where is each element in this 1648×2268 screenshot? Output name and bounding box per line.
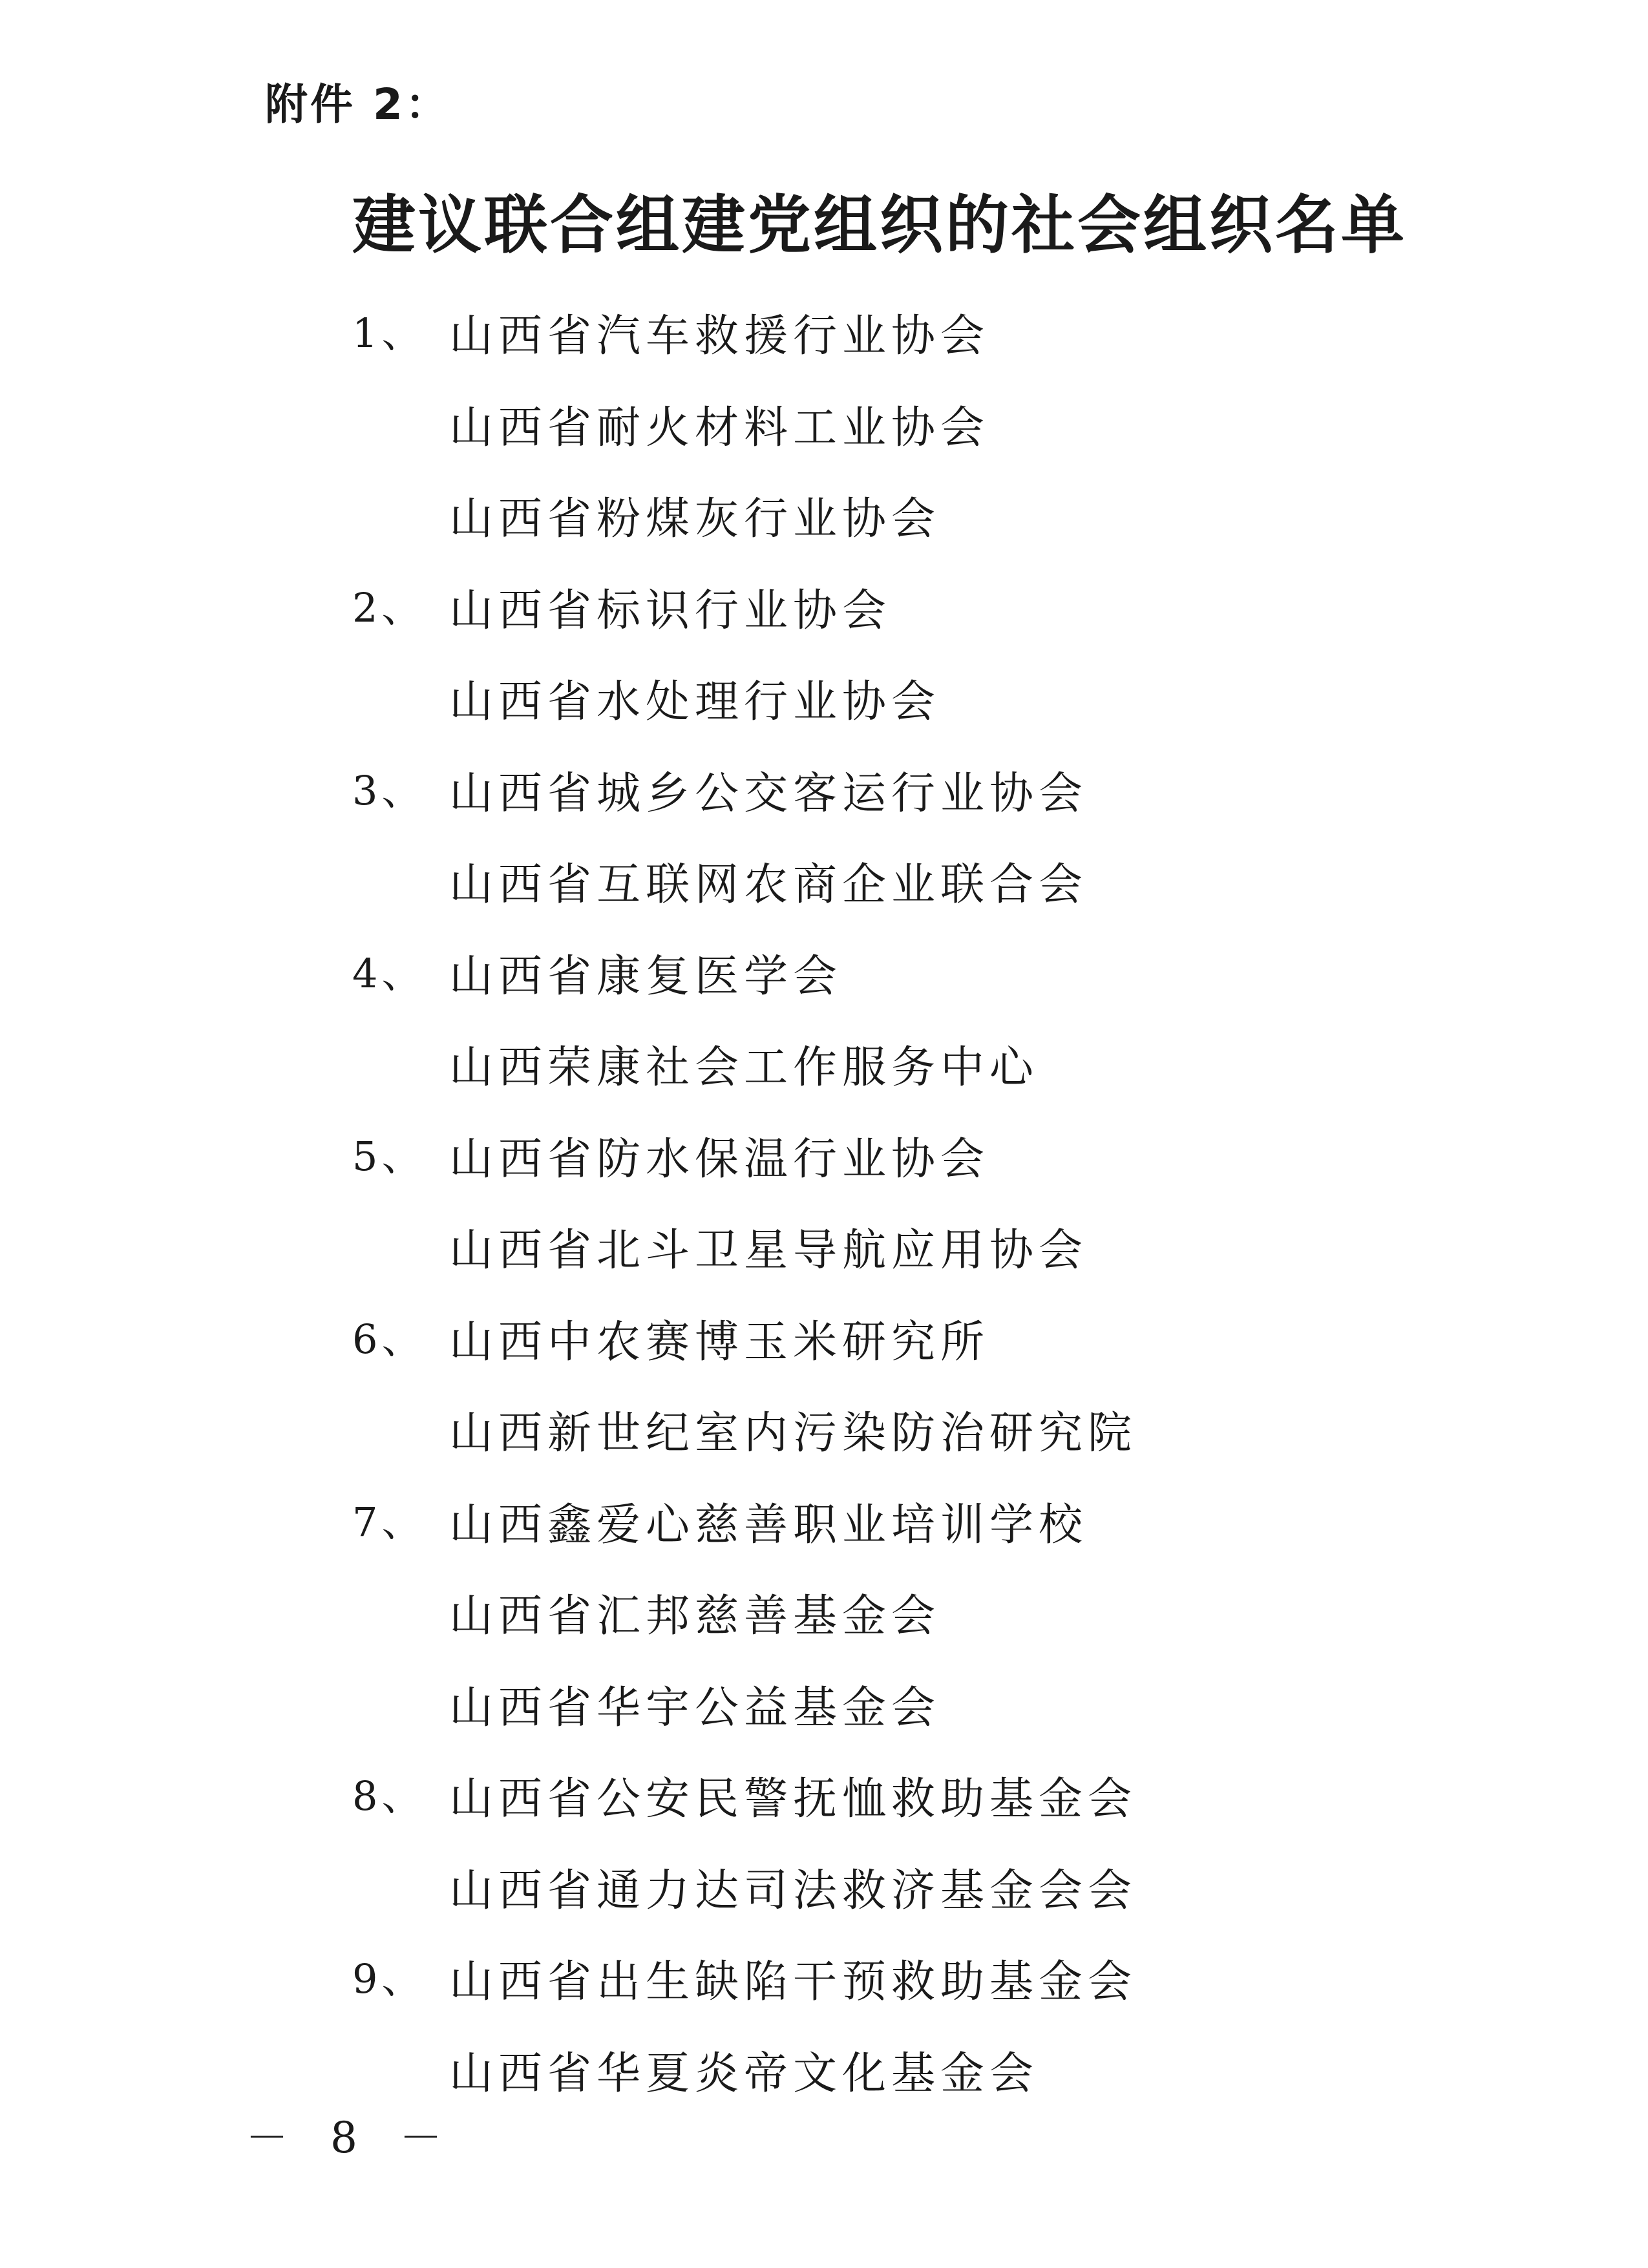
group-number: 1、 (352, 310, 426, 357)
organization-name: 山西省粉煤灰行业协会 (449, 494, 941, 545)
organization-name: 山西省康复医学会 (449, 950, 843, 1002)
organization-name: 山西中农赛博玉米研究所 (449, 1316, 990, 1368)
organization-name: 山西省公安民警抚恤救助基金会 (449, 1774, 1137, 1825)
attachment-label: 附件 2： (265, 79, 450, 129)
organization-name: 山西省华夏炎帝文化基金会 (449, 2048, 1039, 2099)
group-number: 5、 (352, 1132, 426, 1180)
list-item (0, 1856, 1648, 1948)
list-item (0, 1307, 1648, 1399)
group-number: 2、 (352, 583, 426, 631)
list-item (0, 1033, 1648, 1124)
group-number: 8、 (352, 1772, 426, 1820)
list-item (0, 484, 1648, 576)
group-number: 4、 (352, 949, 426, 997)
group-number: 3、 (352, 766, 426, 814)
organization-name: 山西省出生缺陷干预救助基金会 (449, 1957, 1137, 2008)
organization-name: 山西省标识行业协会 (449, 585, 892, 636)
list-item (0, 1490, 1648, 1582)
list-item (0, 1764, 1648, 1856)
organization-name: 山西省汽车救援行业协会 (449, 311, 990, 362)
list-item (0, 1215, 1648, 1307)
organization-name: 山西省通力达司法救济基金会会 (449, 1865, 1137, 1916)
organization-name: 山西省水处理行业协会 (449, 677, 941, 728)
list-item (0, 1398, 1648, 1490)
page-number: － 8 － (246, 2113, 456, 2163)
organization-name: 山西省防水保温行业协会 (449, 1133, 990, 1185)
page-title: 建议联合组建党组织的社会组织名单 (352, 189, 1408, 262)
organization-list (0, 301, 1648, 2130)
organization-name: 山西荣康社会工作服务中心 (449, 1042, 1039, 1093)
list-item (0, 1581, 1648, 1673)
list-item (0, 1947, 1648, 2039)
list-item (0, 301, 1648, 393)
group-number: 9、 (352, 1955, 426, 2002)
list-item (0, 393, 1648, 485)
organization-name: 山西省华宇公益基金会 (449, 1682, 941, 1734)
organization-name: 山西省北斗卫星导航应用协会 (449, 1225, 1088, 1276)
organization-name: 山西鑫爱心慈善职业培训学校 (449, 1499, 1088, 1551)
organization-name: 山西新世纪室内污染防治研究院 (449, 1408, 1137, 1459)
list-item (0, 1673, 1648, 1765)
organization-name: 山西省互联网农商企业联合会 (449, 859, 1088, 910)
organization-name: 山西省城乡公交客运行业协会 (449, 768, 1088, 819)
group-number: 6、 (352, 1315, 426, 1363)
organization-name: 山西省耐火材料工业协会 (449, 402, 990, 454)
list-item (0, 1124, 1648, 1216)
list-item (0, 667, 1648, 759)
list-item (0, 941, 1648, 1033)
list-item (0, 850, 1648, 941)
list-item (0, 759, 1648, 850)
list-item (0, 576, 1648, 667)
group-number: 7、 (352, 1498, 426, 1546)
organization-name: 山西省汇邦慈善基金会 (449, 1591, 941, 1642)
